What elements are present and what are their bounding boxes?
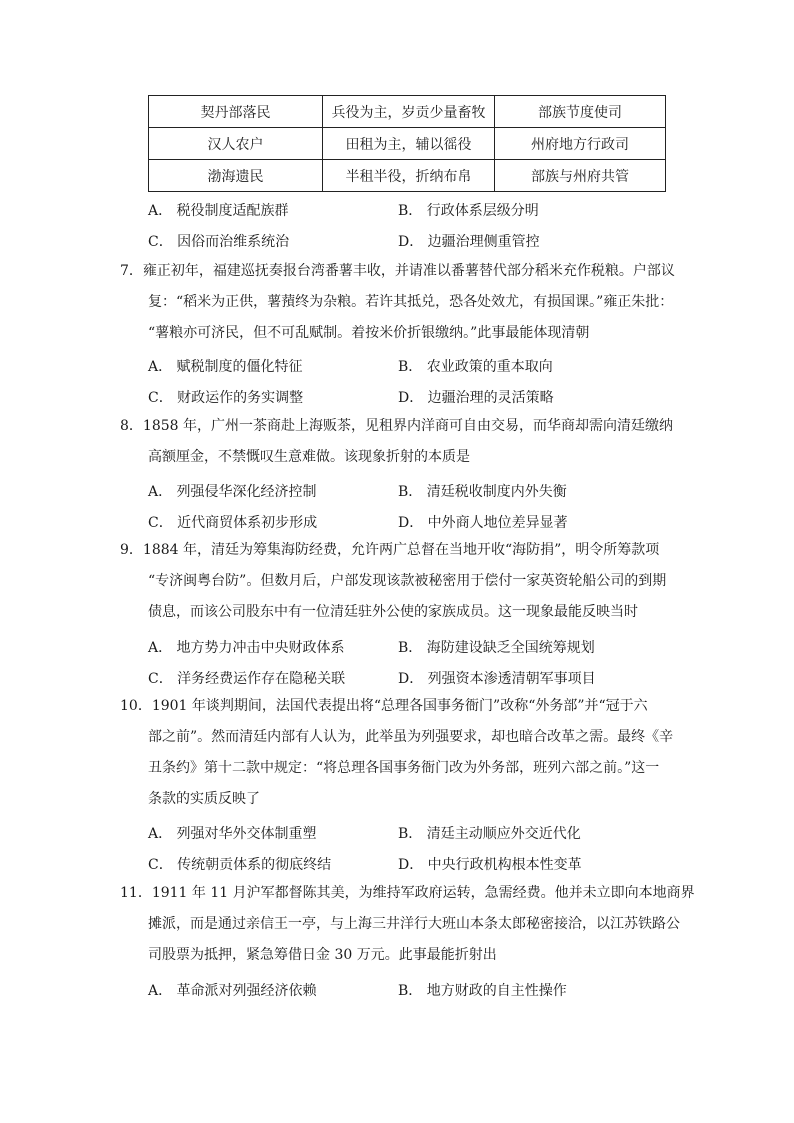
q10-options-row-2 [148, 854, 668, 876]
q8-options-row-1 [148, 481, 668, 503]
question-9-line: “专济闽粤台防”。但数月后，户部发现该款被秘密用于偿付一家英资轮船公司的到期 [148, 573, 667, 589]
question-8-line: 8．1858 年，广州一茶商赴上海贩茶，见租界内洋商可自由交易，而华商却需向清廷缴纳 [120, 418, 673, 434]
table-cell: 渤海遗民 [149, 160, 323, 192]
question-10-line: 条款的实质反映了 [148, 791, 260, 807]
table-cell: 部族与州府共管 [495, 160, 666, 192]
q7-option-a[interactable]: A． 赋税制度的僵化特征 [148, 359, 303, 375]
q9-options-row-2 [148, 668, 668, 690]
q7-options-row-2 [148, 387, 668, 409]
q11-options-row-1 [148, 980, 668, 1002]
table-cell: 半租半役，折纳布帛 [323, 160, 495, 192]
q8-option-a[interactable]: A． 列强侵华深化经济控制 [148, 484, 317, 500]
q10-option-d[interactable]: D． 中央行政机构根本性变革 [398, 857, 582, 873]
q6-options-row-2 [148, 231, 668, 253]
question-7-line: 复：“稻米为正供，薯蕷终为杂粮。若许其抵兑，恐各处效尤，有损国课。”雍正朱批： [148, 294, 674, 310]
table-row [149, 96, 666, 128]
table-cell: 州府地方行政司 [495, 128, 666, 160]
question-10-line: 丑条约》第十二款中规定：“将总理各国事务衙门改为外务部，班列六部之前。”这一 [148, 760, 660, 776]
question-7-line: 7．雍正初年，福建巡抚奏报台湾番薯丰收，并请准以番薯替代部分稻米充作税粮。户部议 [120, 263, 675, 279]
question-9-line: 9．1884 年，清廷为筹集海防经费，允许两广总督在当地开收“海防捐”，明令所筹款项 [120, 542, 660, 558]
q8-option-b[interactable]: B． 清廷税收制度内外失衡 [398, 484, 567, 500]
question-9 [120, 535, 680, 628]
q7-option-b[interactable]: B． 农业政策的重本取向 [398, 359, 553, 375]
table-cell: 契丹部落民 [149, 96, 323, 128]
table-cell: 兵役为主，岁贡少量畜牧 [323, 96, 495, 128]
q11-option-b[interactable]: B． 地方财政的自主性操作 [398, 983, 567, 999]
question-10-line: 10．1901 年谈判期间，法国代表提出将“总理各国事务衙门”改称“外务部”并“冠于六 [120, 698, 648, 714]
q8-option-c[interactable]: C． 近代商贸体系初步形成 [148, 515, 318, 531]
table-cell: 田租为主，辅以徭役 [323, 128, 495, 160]
q7-option-d[interactable]: D． 边疆治理的灵活策略 [398, 390, 554, 406]
question-11-line: 摊派，而是通过亲信王一亭，与上海三井洋行大班山本条太郎秘密接洽，以江苏铁路公 [148, 916, 680, 932]
question-10 [120, 691, 680, 815]
q9-option-d[interactable]: D． 列强资本渗透清朝军事项目 [398, 671, 596, 687]
q6-options-row-1 [148, 200, 668, 222]
table-cell: 汉人农户 [149, 128, 323, 160]
q9-option-c[interactable]: C． 洋务经费运作存在隐秘关联 [148, 671, 346, 687]
question-8 [120, 411, 680, 473]
info-table [148, 95, 666, 192]
q7-option-c[interactable]: C． 财政运作的务实调整 [148, 390, 304, 406]
q9-options-row-1 [148, 637, 668, 659]
question-11-line: 11．1911 年 11 月沪军都督陈其美，为维持军政府运转，急需经费。他并未立即向本地商界 [120, 885, 695, 901]
question-7-line: “薯粮亦可济民，但不可乱赋制。着按米价折银缴纳。”此事最能体现清朝 [148, 325, 590, 341]
table-row [149, 160, 666, 192]
table-row [149, 128, 666, 160]
question-7 [120, 256, 680, 349]
question-10-line: 部之前”。然而清廷内部有人认为，此举虽为列强要求，却也暗合改革之需。最终《辛 [148, 729, 674, 745]
q10-options-row-1 [148, 823, 668, 845]
q10-option-a[interactable]: A． 列强对华外交体制重塑 [148, 826, 317, 842]
q8-option-d[interactable]: D． 中外商人地位差异显著 [398, 515, 568, 531]
q6-option-a[interactable]: A． 税役制度适配族群 [148, 203, 289, 219]
question-8-line: 高额厘金，不禁慨叹生意难做。该现象折射的本质是 [148, 449, 470, 465]
q6-option-b[interactable]: B． 行政体系层级分明 [398, 203, 539, 219]
q8-options-row-2 [148, 512, 668, 534]
q9-option-b[interactable]: B． 海防建设缺乏全国统筹规划 [398, 640, 595, 656]
q11-option-a[interactable]: A． 革命派对列强经济依赖 [148, 983, 317, 999]
q10-option-b[interactable]: B． 清廷主动顺应外交近代化 [398, 826, 581, 842]
question-11 [120, 878, 695, 971]
table-cell: 部族节度使司 [495, 96, 666, 128]
q7-options-row-1 [148, 356, 668, 378]
q10-option-c[interactable]: C． 传统朝贡体系的彻底终结 [148, 857, 332, 873]
q6-option-c[interactable]: C． 因俗而治维系统治 [148, 234, 290, 250]
question-11-line: 司股票为抵押，紧急筹借日金 30 万元。此事最能折射出 [148, 947, 497, 963]
q9-option-a[interactable]: A． 地方势力冲击中央财政体系 [148, 640, 345, 656]
q6-option-d[interactable]: D． 边疆治理侧重管控 [398, 234, 540, 250]
question-9-line: 债息，而该公司股东中有一位清廷驻外公使的家族成员。这一现象最能反映当时 [148, 604, 638, 620]
